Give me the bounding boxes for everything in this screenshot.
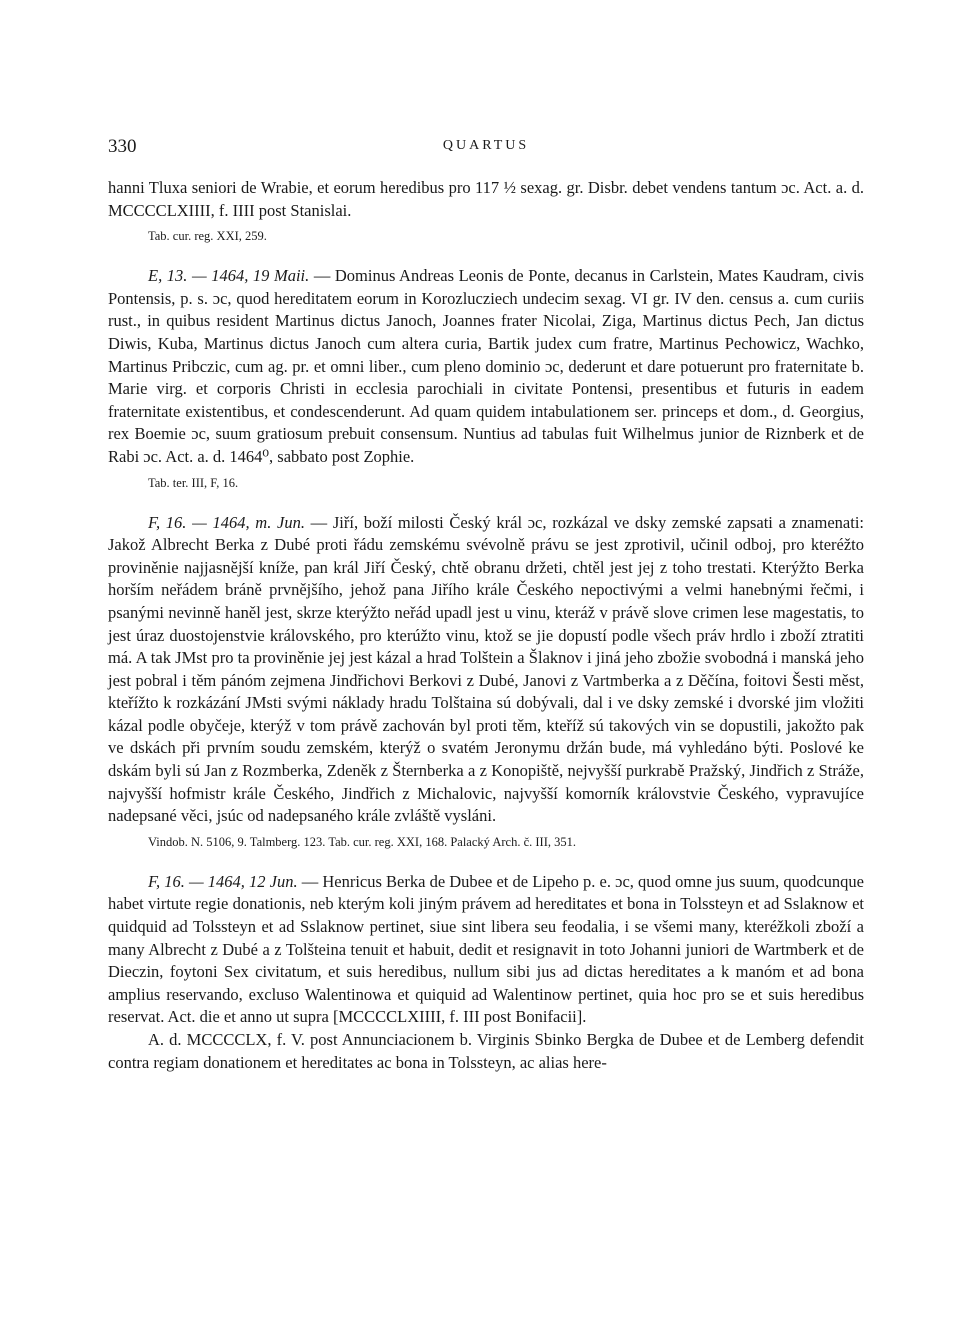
page-number: 330	[108, 136, 137, 157]
source-citation: Tab. ter. III, F, 16.	[148, 475, 239, 490]
entry-text: — Henricus Berka de Dubee et de Lipeho p. e. ɔc, quod omne jus suum, quodcunque habet virtute regie donationis, neb kterým koli jiným právem ad hereditates et bona in Tolssteyn et ad Sslaknow et quidquid ad Tolssteyn et ad Sslaknow pertinet, siue sint libera seu feodalia, i se všemi many, kteréžkoli zboží a many Albrecht z Dubé a z Tolšteina tenuit et habuit, dedit et resignavit in toto Johanni juniori de Wartmberk et de Dieczin, foytoni Sex civitatum, et suis heredibus, nullum sibi jus ad dictas hereditates a k manóm et ad bona amplius reservando, excluso Walentinowa et quiquid ad Walentinow pertinet, quia hoc pro se et suis heredibus reservat. Act. die et anno ut supra [MCCCCLXIIII, f. III post Bonifacii].	[108, 871, 864, 1027]
entry-heading: F, 16. — 1464, 12 Jun.	[148, 871, 298, 891]
entry-text: — Dominus Andreas Leonis de Ponte, decanus in Carlstein, Mates Kaudram, civis Pontensis, p. s. ɔc, quod hereditatem eorum in Korozlucziech undecim sexag. VI gr. IV den. census a. cum curiis rust., in quibus resident Martinus dictus Janoch, Joannes frater Nicolai, Ziga, Martinus dictus Pech, Jan dictus Diwis, Kuba, Martinus dictus Janoch cum altera curia, Bartik judex cum fratre, Martinus Pechowicz, Wachko, Martinus Pribczic, cum ag. pr. et omni liber., cum pleno dominio ɔc, dederunt et dare potuerunt pro fraternitate b. Marie virg. et corporis Christi in ecclesia parochiali in civitate Pontensi, presentibus et futuris in eadem fraternitate existentibus, et condescenderunt. Ad quam quidem intabulationem ser. princeps et dom., d. Georgius, rex Boemie ɔc, suum gratiosum prebuit consensum. Nuntius ad tabulas fuit Wilhelmus junior de Riznberk et de Rabi ɔc. Act. a. d. 1464⁰, sabbato post Zophie.	[108, 266, 864, 466]
body-text	[108, 177, 864, 1074]
entry-paragraph	[108, 1029, 864, 1074]
entry-paragraph	[108, 265, 864, 468]
entry-text: — Jiří, boží milosti Český král ɔc, rozkázal ve dsky zemské zapsati a znamenati: Jakož Albrecht Berka z Dubé proti řádu zemskému svévolně právu se jest zprotivil, učinil odboj, pro kteréžto proviněnie najjasnější kníže, pan král Jiří Český, chtě obranu držeti, chtěl jest jej z toho trestati. Kterýžto Berka horším neřádem bráně prvnějšího, jehož pana Jiřího krále Českého nepoctivými a velmi hanebnými řečmi, i psanými nevinně haněl jest, skrze kterýžto neřád upadl jest u vinu, kteráž v právě slove crimen lese magestatis, to jest úraz duostojenstvie královského, pro kterúžto vinu, ktož se jie dopustí podle všech práv hrdlo i zboží ztratiti má. A tak JMst pro ta proviněnie jej jest kázal a hrad Tolštein a Šlaknov i jiná jeho zbožie svobodná i manská jeho jest pobral i těm pánóm zejmena Jindřichovi Berkovi z Dubé, Janovi z Vartmberka a z Děčína, foitovi Šesti měst, kteřížto k rozkázání JMsti svými náklady hradu Tolštaina sú dobývali, dal i ve dsky zemské i dvorské jim vložiti kázal podle obyčeje, kterýž v tom právě zachován byl proti těm, kteříž sú takových vin se dopustili, jakožto pak ve dskách při prvním soudu zemském, kterýž o svatém Jeronymu držán bude, má vyhledáno býti. Poslové ke dskám byli sú Jan z Rozmberka, Zdeněk z Šternberka a z Konopiště, nejvyšší purkrabě Pražský, Jindřich z Stráže, najvyšší hofmistr krále Českého, Jindřich z Michalovic, najvyšší komorník královstvie Českého, vypravujíce nadepsané věci, jsúc od nadepsaného krále zvláště vysláni.	[108, 512, 864, 826]
entry-heading: F, 16. — 1464, m. Jun.	[148, 512, 305, 532]
entry-paragraph	[108, 871, 864, 1029]
entry-heading: E, 13. — 1464, 19 Maii.	[148, 266, 310, 286]
entry-text: hanni Tluxa seniori de Wrabie, et eorum heredibus pro 117 ½ sexag. gr. Disbr. debet vendens tantum ɔc. Act. a. d. MCCCCLXIIII, f. IIII post Stanislai.	[108, 178, 864, 220]
running-title: QUARTUS	[442, 138, 530, 153]
entry-text: A. d. MCCCCLX, f. V. post Annunciacionem b. Virginis Sbinko Bergka de Dubee et de Lemberg defendit contra regiam donationem et hereditates ac bona in Tolssteyn, ac alias here-	[108, 1030, 864, 1072]
source-citation: Tab. cur. reg. XXI, 259.	[148, 229, 267, 244]
running-head	[108, 136, 864, 160]
source-citation: Vindob. N. 5106, 9. Talmberg. 123. Tab. cur. reg. XXI, 168. Palacký Arch. č. III, 351.	[148, 834, 576, 849]
entry-paragraph	[108, 512, 864, 828]
